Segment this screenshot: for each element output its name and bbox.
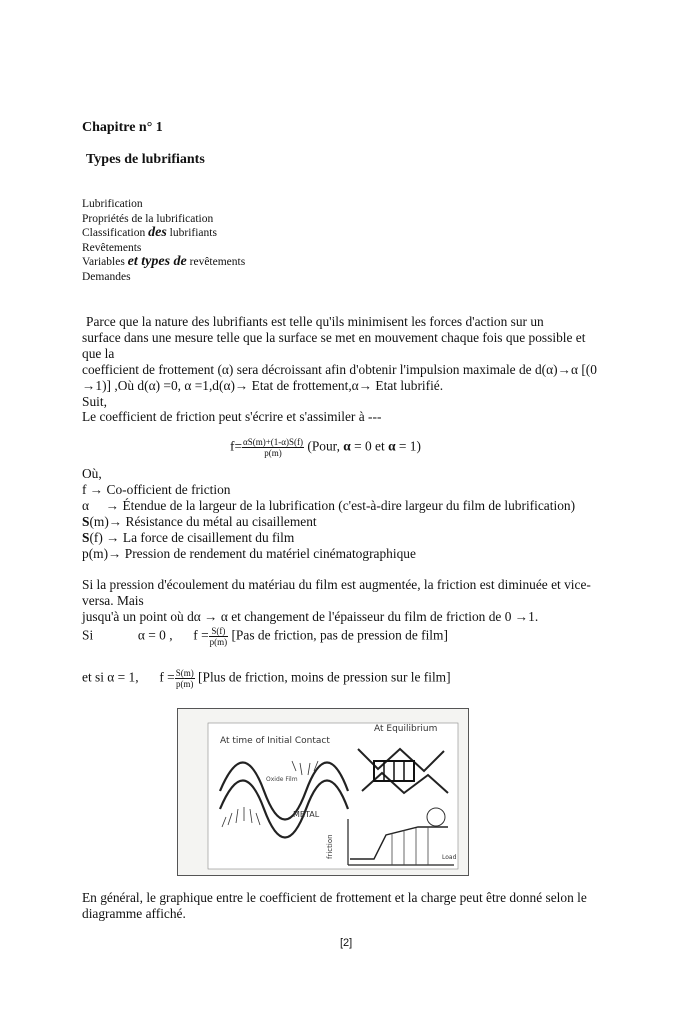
- sketch-label-oxide: Oxide Film: [266, 776, 298, 783]
- toc-list: [82, 197, 245, 285]
- sketch-label-load: Load: [442, 854, 457, 861]
- intro-paragraph: Parce que la nature des lubrifiants est telle qu'ils minimisent les forces d'action sur un surface dans une mesure telle que la surface se met en mouvement chaque fois que possible et que la coefficient de frottement (α) sera décroissant afin d'obtenir l'impulsion maximale de d(α)→α [(0 →1)] ,Où d(α) =0, α =1,d(α)→ Etat de frottement,α→ Etat lubrifié. Suit, Le coefficient de friction peut s'écrire et s'assimiler à ---: [82, 314, 597, 425]
- page-title: Types de lubrifiants: [86, 152, 205, 167]
- page-number: [2]: [340, 937, 353, 949]
- formula-fraction: $\frac{\alpha S(m)+(1-\alpha)S(f)}{p(m)}$: [243, 437, 304, 458]
- sketch-label-friction-axis: friction: [326, 834, 334, 859]
- toc-item: Lubrification: [82, 198, 143, 210]
- case-alpha-zero: Si α = 0 , f = $\frac{S(f)}{p(m)}$ [Pas de friction, pas de pression de film]: [82, 626, 448, 647]
- sketch-label-equilibrium: At Equilibrium: [374, 724, 438, 734]
- friction-formula: f= $\frac{\alpha S(m)+(1-\alpha)S(f)}{p(m)}$ (Pour, α = 0 et α = 1): [230, 437, 421, 458]
- sketch-label-metal: METAL: [293, 810, 320, 819]
- toc-item: Variables et types de revêtements: [82, 254, 246, 270]
- definitions-list: Où, f → Co-officient de friction α → Étendue de la largeur de la lubrification (c'est-à-dire largeur du film de lubrification) S(m)→ Résistance du métal au cisaillement S(f) → La force de cisaillement du film p(m)→ Pression de rendement du matériel cinématographique: [82, 466, 576, 561]
- conclusion-paragraph: En général, le graphique entre le coefficient de frottement et la charge peut être donné selon le diagramme affiché.: [82, 890, 587, 921]
- toc-item: Classification des lubrifiants: [82, 225, 217, 241]
- sketch-drawing: [178, 709, 468, 875]
- pressure-paragraph: Si la pression d'écoulement du matériau du film est augmentée, la friction est diminuée et vice- versa. Mais jusqu'à un point où dα → α et changement de l'épaisseur du film de friction de 0 →1.: [82, 577, 591, 624]
- toc-item: Demandes: [82, 270, 131, 283]
- toc-item: Revêtements: [82, 241, 142, 254]
- chapter-heading: Chapitre n° 1: [82, 120, 163, 135]
- hand-drawn-friction-sketch: [177, 708, 469, 876]
- sketch-label-initial-contact: At time of Initial Contact: [220, 736, 330, 746]
- toc-item: Propriétés de la lubrification: [82, 212, 214, 225]
- case-alpha-one: et si α = 1, f = $\frac{S(m)}{p(m)}$ [Plus de friction, moins de pression sur le film]: [82, 668, 451, 689]
